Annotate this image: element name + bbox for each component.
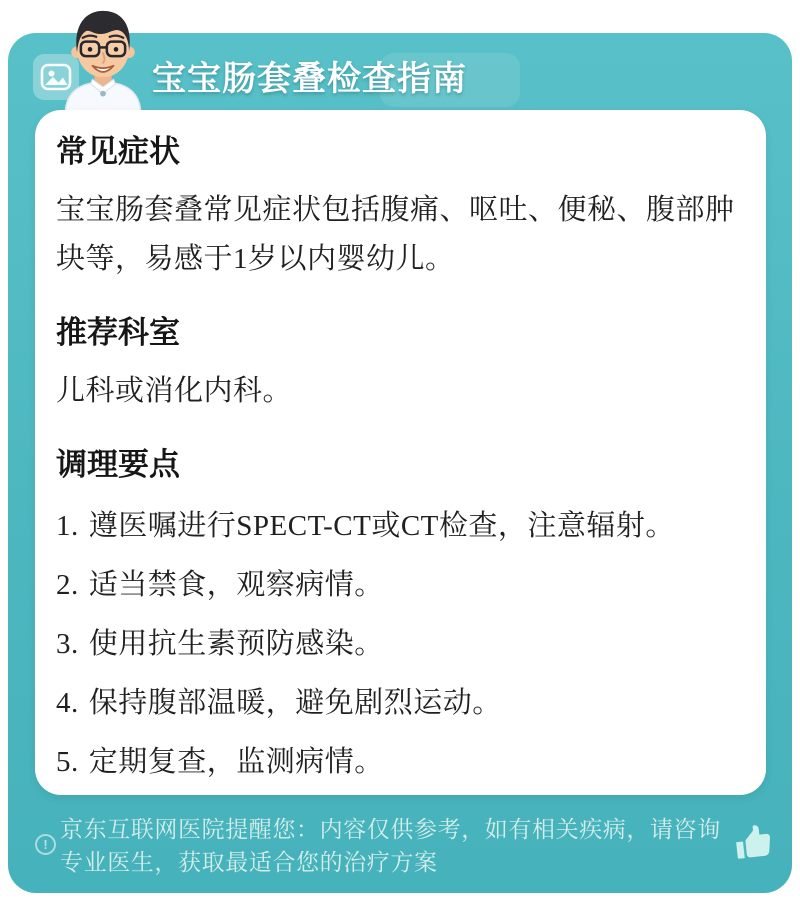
info-circle-icon: ! bbox=[35, 834, 56, 855]
page-title: 宝宝肠套叠检查指南 bbox=[152, 60, 467, 98]
footer-disclaimer-bar bbox=[8, 808, 792, 893]
doctor-avatar bbox=[50, 7, 156, 110]
list-item bbox=[56, 625, 736, 663]
list-item bbox=[56, 743, 736, 781]
list-item-number: 4. bbox=[56, 687, 79, 719]
department-paragraph: 儿科或消化内科。 bbox=[56, 375, 293, 407]
list-item-text: 保持腹部温暖，避免剧烈运动。 bbox=[88, 687, 502, 719]
list-item-number: 3. bbox=[56, 628, 79, 660]
teal-panel bbox=[8, 33, 792, 893]
list-item-number: 5. bbox=[56, 746, 79, 778]
section-heading-care-tips: 调理要点 bbox=[56, 447, 180, 482]
list-item-text: 定期复查，监测病情。 bbox=[88, 746, 384, 778]
content-card bbox=[35, 110, 766, 795]
section-heading-symptoms: 常见症状 bbox=[56, 134, 180, 169]
list-item-number: 2. bbox=[56, 569, 79, 601]
list-item-text: 适当禁食，观察病情。 bbox=[88, 569, 384, 601]
list-item bbox=[56, 566, 736, 604]
section-heading-department: 推荐科室 bbox=[56, 315, 180, 350]
list-item bbox=[56, 684, 736, 722]
care-tips-list bbox=[56, 507, 736, 781]
list-item bbox=[56, 507, 736, 545]
thumbs-up-icon[interactable] bbox=[731, 821, 775, 865]
list-item-text: 使用抗生素预防感染。 bbox=[88, 628, 384, 660]
list-item-number: 1. bbox=[56, 510, 79, 542]
symptoms-paragraph: 宝宝肠套叠常见症状包括腹痛、呕吐、便秘、腹部肿块等，易感于1岁以内婴幼儿。 bbox=[56, 194, 735, 275]
list-item-text: 遵医嘱进行SPECT-CT或CT检查，注意辐射。 bbox=[88, 510, 675, 542]
disclaimer-text: 京东互联网医院提醒您：内容仅供参考，如有相关疾病，请咨询专业医生，获取最适合您的治疗方案 bbox=[60, 816, 721, 875]
